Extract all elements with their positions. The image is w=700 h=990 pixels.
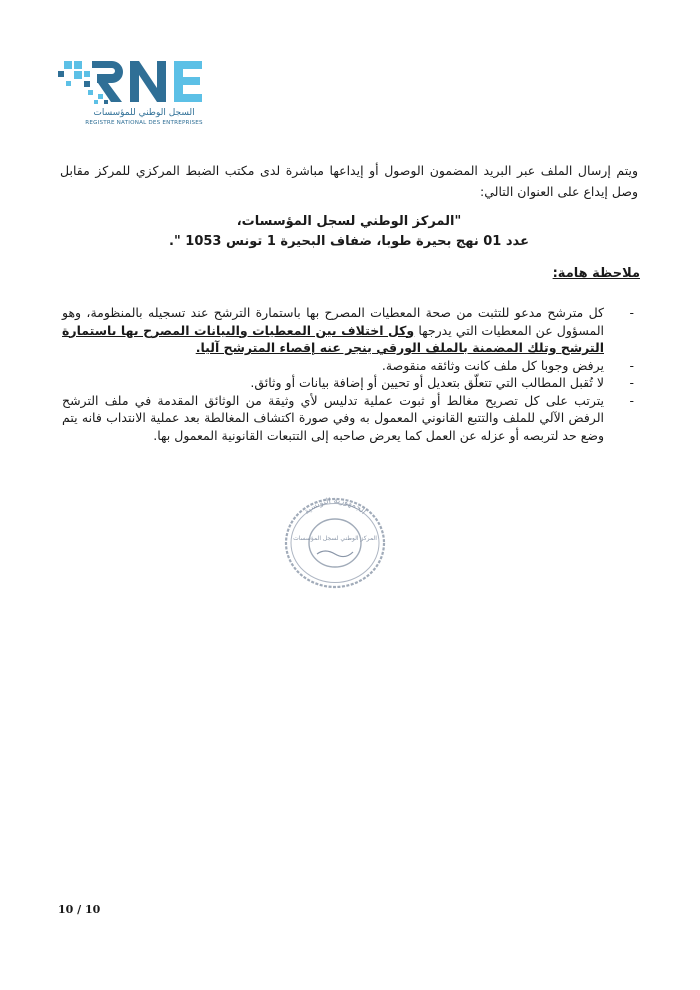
- stamp-inner-text: المركز الوطني لسجل المؤسسات: [293, 535, 377, 542]
- list-item: [62, 304, 640, 357]
- address-line-1: "المركز الوطني لسجل المؤسسات،: [236, 214, 462, 229]
- note-text: يترتب على كل تصريح مغالط أو ثبوت عملية تدليس لأي وثيقة من الوثائق المقدمة في ملف الترشح الرفض الآلي للملف والتتبع القانوني المعمول به وفي صورة اكتشاف المغالطة بعد عملية الانتداب فانه يتم وضع حد لتربصه أو عزله عن العمل كما يعرض صاحبه إلى التتبعات القانونية المعمول بها.: [62, 392, 604, 443]
- stamp-outer-text: الجمهورية التونسية: [302, 496, 369, 517]
- note-text: لا تُقبل المطالب التي تتعلّق بتعديل أو تحيين أو إضافة بيانات أو وثائق.: [250, 375, 604, 390]
- note-text: كل مترشح مدعو للتثبت من صحة المعطيات المصرح بها باستمارة الترشح عند تسجيله بالمنظومة، وهو المسؤول عن المعطيات التي يدرجها: [62, 305, 605, 338]
- page-number: 10 / 10: [58, 903, 101, 916]
- list-dash: -: [629, 392, 634, 408]
- note-title: ملاحظة هامة:: [552, 266, 640, 281]
- intro-paragraph: ويتم إرسال الملف عبر البريد المضمون الوصول أو إيداعها مباشرة لدى مكتب الضبط المركزي للمركز مقابل وصل إيداع على العنوان التالي:: [60, 163, 638, 199]
- logo-subtitle-fr: REGISTRE NATIONAL DES ENTREPRISES: [85, 120, 203, 126]
- notes-list: [62, 304, 640, 444]
- list-item: [62, 357, 640, 375]
- address-line-2: عدد 01 نهج بحيرة طوبا، ضفاف البحيرة 1 تونس 1053 ".: [169, 234, 529, 249]
- official-stamp: [283, 496, 387, 590]
- rne-logo: [58, 56, 230, 130]
- list-dash: -: [629, 375, 634, 390]
- list-dash: -: [629, 357, 634, 373]
- note-highlight: وكل اختلاف بين المعطيات والبيانات المصرح بها باستمارة الترشح وتلك المضمنة بالملف الورقي ينجر عنه إقصاء المترشح آليا.: [62, 322, 604, 355]
- rne-logo-mark: [58, 56, 230, 108]
- logo-subtitle-ar: السجل الوطني للمؤسسات: [93, 108, 195, 118]
- list-item: [62, 374, 640, 392]
- svg-text:الجمهورية التونسية: [302, 496, 368, 516]
- list-dash: -: [629, 305, 634, 320]
- address-block: [60, 212, 638, 252]
- list-item: [62, 392, 640, 445]
- note-text: يرفض وجوبا كل ملف كانت وثائقه منقوصة.: [381, 357, 604, 373]
